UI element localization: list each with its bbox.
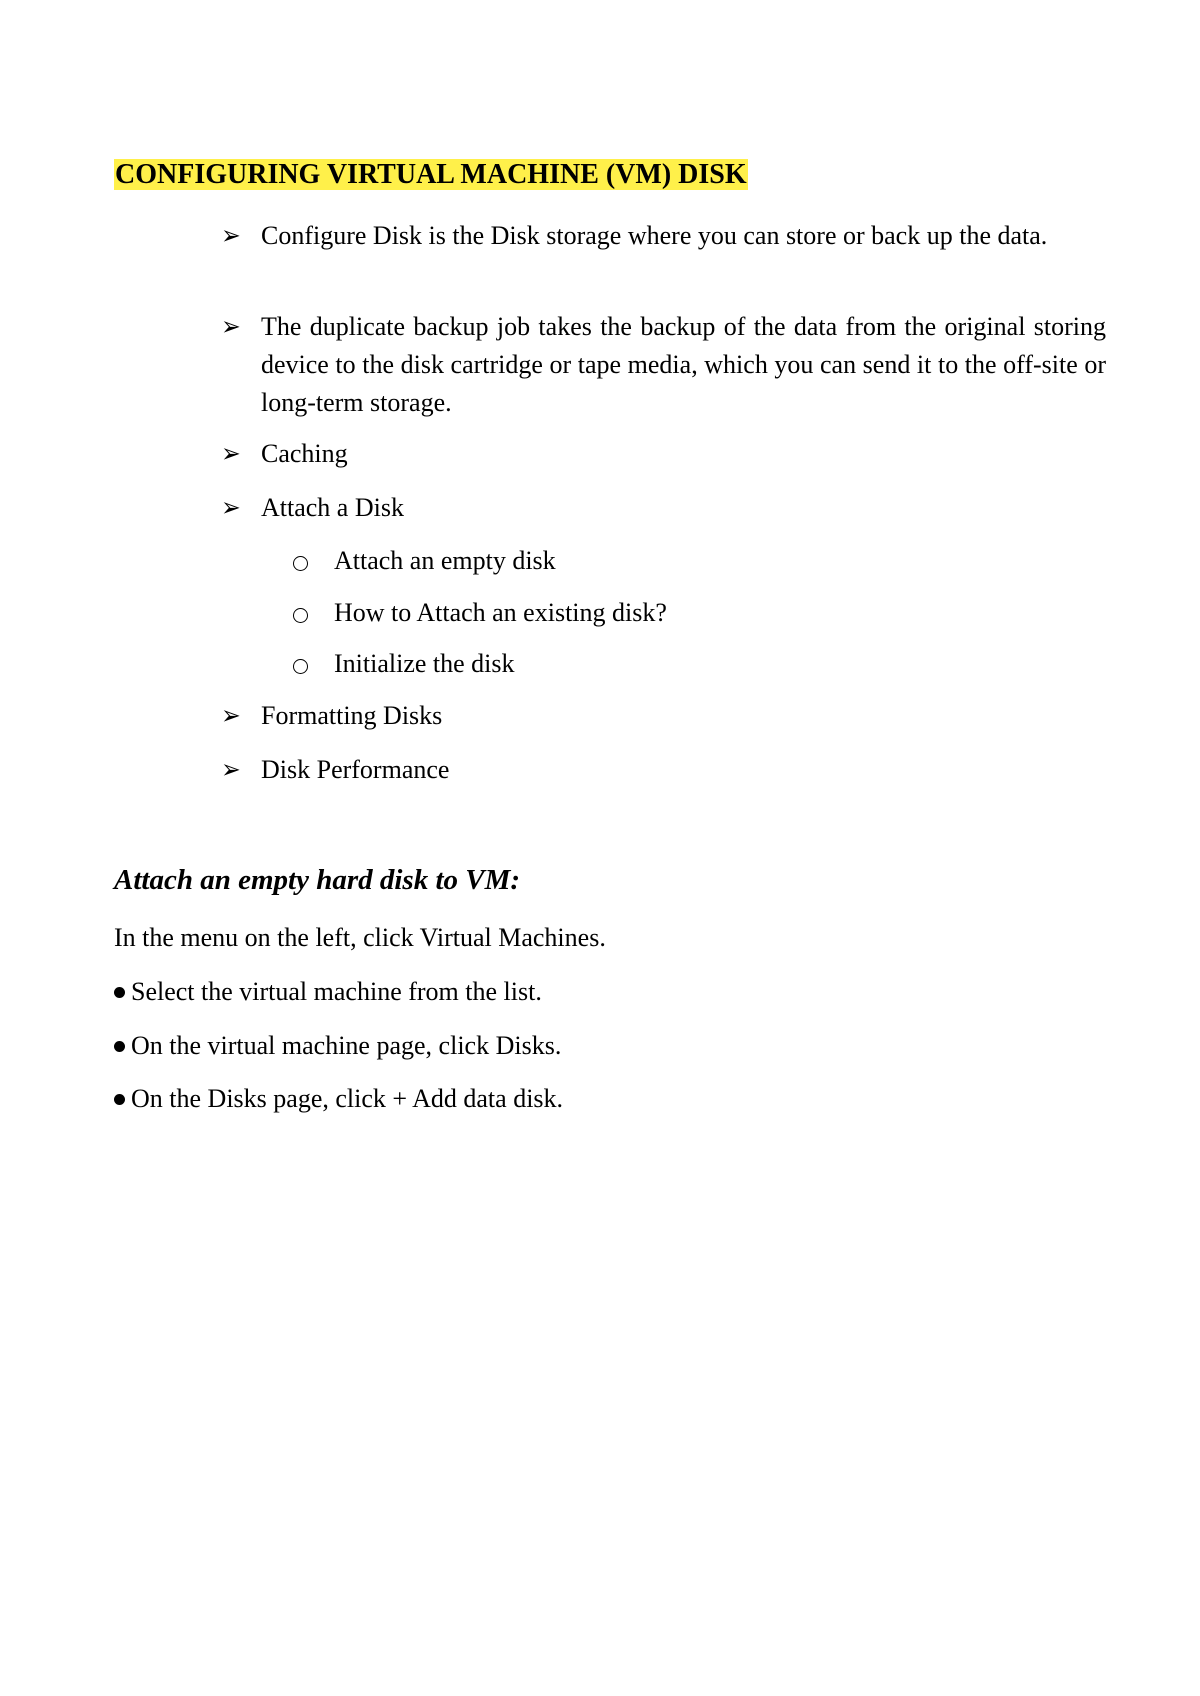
outline-item-text: Attach a Disk [261, 493, 404, 522]
outline-subitem-text: Attach an empty disk [334, 546, 556, 575]
step-item [114, 1080, 563, 1118]
step-text: On the virtual machine page, click Disks. [131, 1031, 562, 1060]
arrow-bullet-icon: ➢ [221, 755, 241, 785]
step-item [114, 1027, 561, 1065]
outline-subitem-text: Initialize the disk [334, 649, 515, 678]
arrow-bullet-icon: ➢ [221, 493, 241, 523]
outline-item-text: The duplicate backup job takes the backup of the data from the original storing device to the disk cartridge or tape media, which you can send it to the off-site or long-term storage. [261, 312, 1106, 417]
dot-bullet-icon [114, 987, 125, 998]
circle-bullet-icon [293, 608, 308, 623]
circle-bullet-icon [293, 659, 308, 674]
arrow-bullet-icon: ➢ [221, 312, 241, 342]
arrow-bullet-icon: ➢ [221, 439, 241, 469]
outline-item-text: Configure Disk is the Disk storage where you can store or back up the data. [261, 221, 1048, 250]
dot-bullet-icon [114, 1041, 125, 1052]
heading-highlight: CONFIGURING VIRTUAL MACHINE (VM) DISK [115, 159, 747, 190]
section-intro: In the menu on the left, click Virtual Machines. [114, 923, 606, 952]
step-item [114, 973, 542, 1011]
outline-item-text: Formatting Disks [261, 701, 443, 730]
step-text: On the Disks page, click + Add data disk. [131, 1084, 564, 1113]
section-title: Attach an empty hard disk to VM: [114, 864, 521, 896]
step-text: Select the virtual machine from the list. [131, 977, 542, 1006]
outline-subitem-text: How to Attach an existing disk? [334, 598, 667, 627]
dot-bullet-icon [114, 1094, 125, 1105]
circle-bullet-icon [293, 556, 308, 571]
outline-item-text: Disk Performance [261, 755, 450, 784]
outline-item-text: Caching [261, 439, 348, 468]
arrow-bullet-icon: ➢ [221, 701, 241, 731]
page-heading [114, 158, 748, 192]
arrow-bullet-icon: ➢ [221, 221, 241, 251]
